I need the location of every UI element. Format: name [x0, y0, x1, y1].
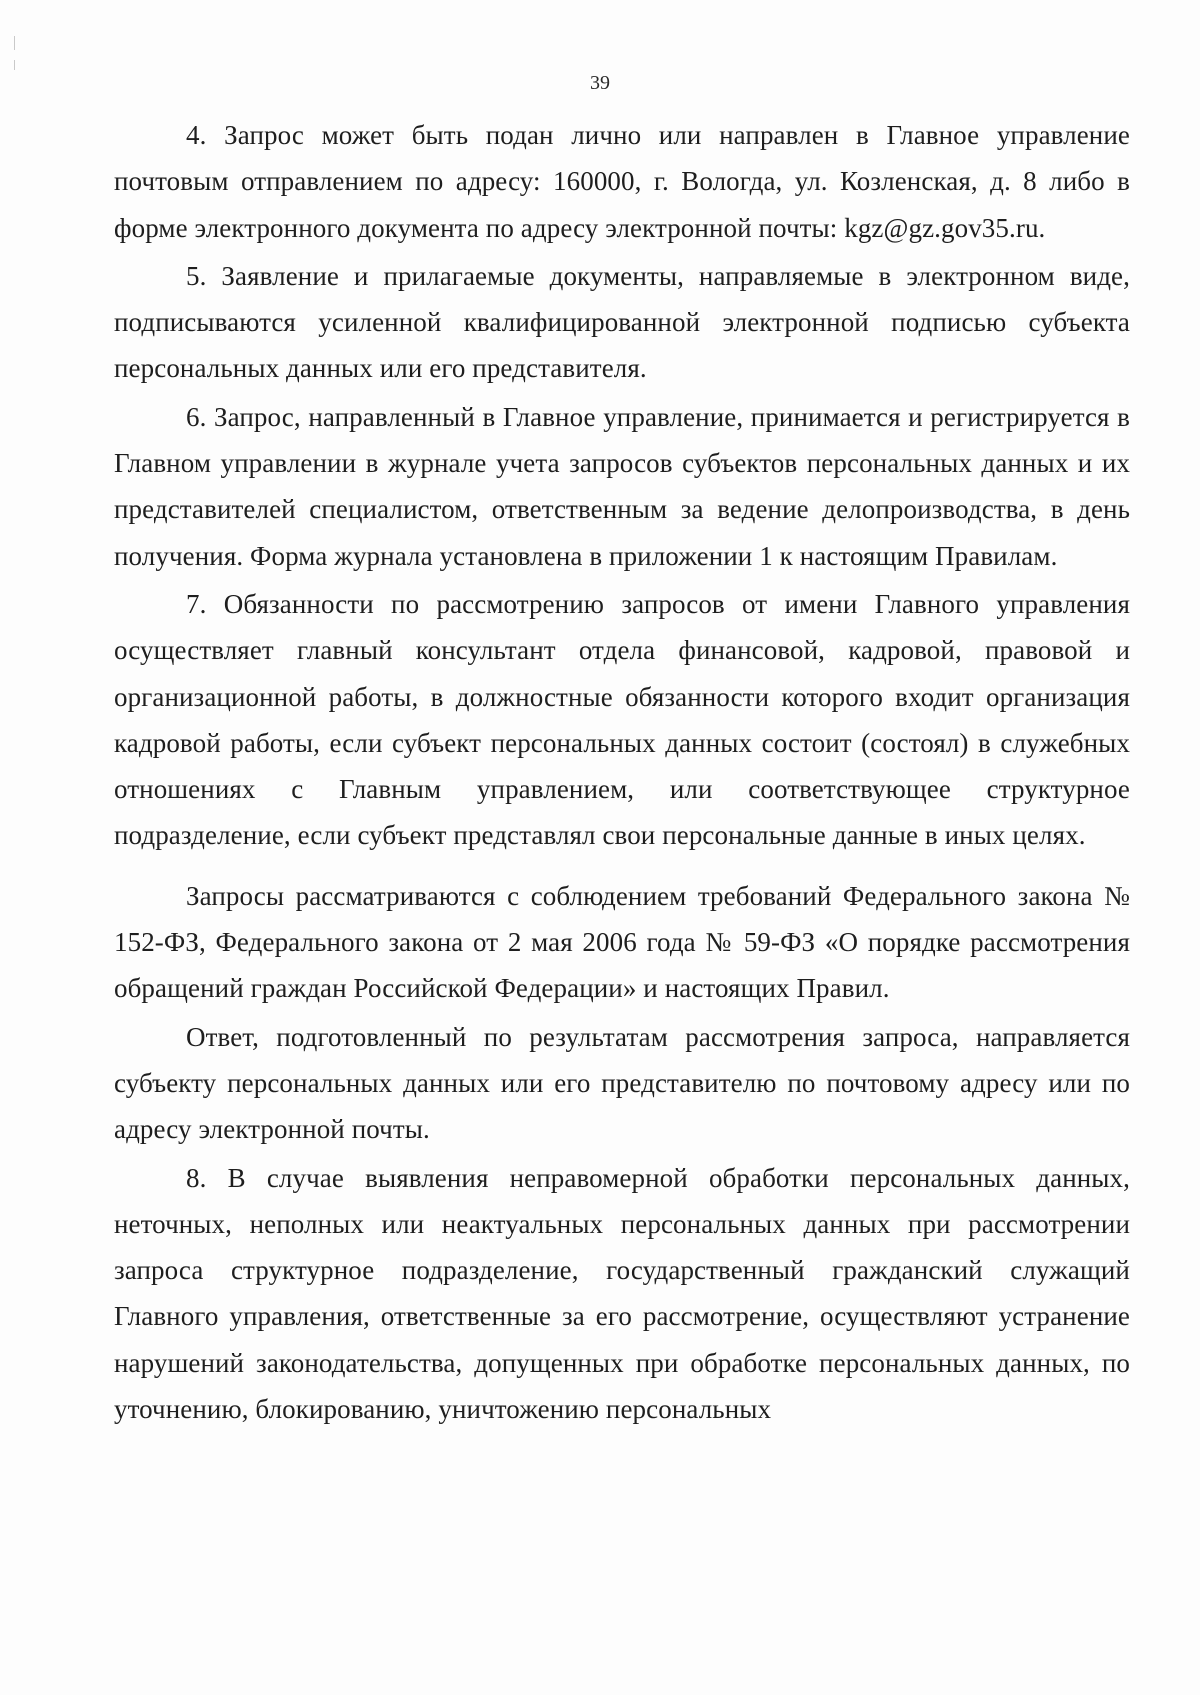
paragraph-8: 8. В случае выявления неправомерной обработки персональных данных, неточных, неполных или неактуальных персональных данных при рассмотрении запроса структурное подразделение, государственный гражданский служащий Главного управления, ответственные за его рассмотрение, осуществляют устранение нарушений законодательства, допущенных при обработке персональных данных, по уточнению, блокированию, уничтожению персональных: [114, 1162, 1130, 1425]
scan-artifact: [14, 36, 15, 50]
paragraph-5: 5. Заявление и прилагаемые документы, направляемые в электронном виде, подписываются усиленной квалифицированной электронной подписью субъекта персональных данных или его представителя.: [114, 260, 1130, 384]
paragraph-6: 6. Запрос, направленный в Главное управление, принимается и регистрируется в Главном управлении в журнале учета запросов субъектов персональных данных и их представителей специалистом, ответственным за ведение делопроизводства, в день получения. Форма журнала установлена в приложении 1 к настоящим Правилам.: [114, 401, 1130, 571]
paragraph-4: 4. Запрос может быть подан лично или направлен в Главное управление почтовым отправлением по адресу: 160000, г. Вологда, ул. Козленская, д. 8 либо в форме электронного документа по адресу электронной почты: kgz@gz.gov35.ru.: [114, 120, 1130, 243]
paragraph-response: Ответ, подготовленный по результатам рассмотрения запроса, направляется субъекту персональных данных или его представителю по почтовому адресу или по адресу электронной почты.: [114, 1021, 1130, 1145]
scan-artifact: [14, 60, 15, 70]
document-body: [114, 112, 1130, 1434]
paragraph-requests-review: Запросы рассматриваются с соблюдением требований Федерального закона № 152-ФЗ, Федерального закона от 2 мая 2006 года № 59-ФЗ «О порядке рассмотрения обращений граждан Российской Федерации» и настоящих Правил.: [114, 880, 1130, 1004]
paragraph-7: 7. Обязанности по рассмотрению запросов от имени Главного управления осуществляет главный консультант отдела финансовой, кадровой, правовой и организационной работы, в должностные обязанности которого входит организация кадровой работы, если субъект персональных данных состоит (состоял) в служебных отношениях с Главным управлением, или соответствующее структурное подразделение, если субъект представлял свои персональные данные в иных целях.: [114, 588, 1130, 851]
page-number: 39: [590, 72, 610, 94]
